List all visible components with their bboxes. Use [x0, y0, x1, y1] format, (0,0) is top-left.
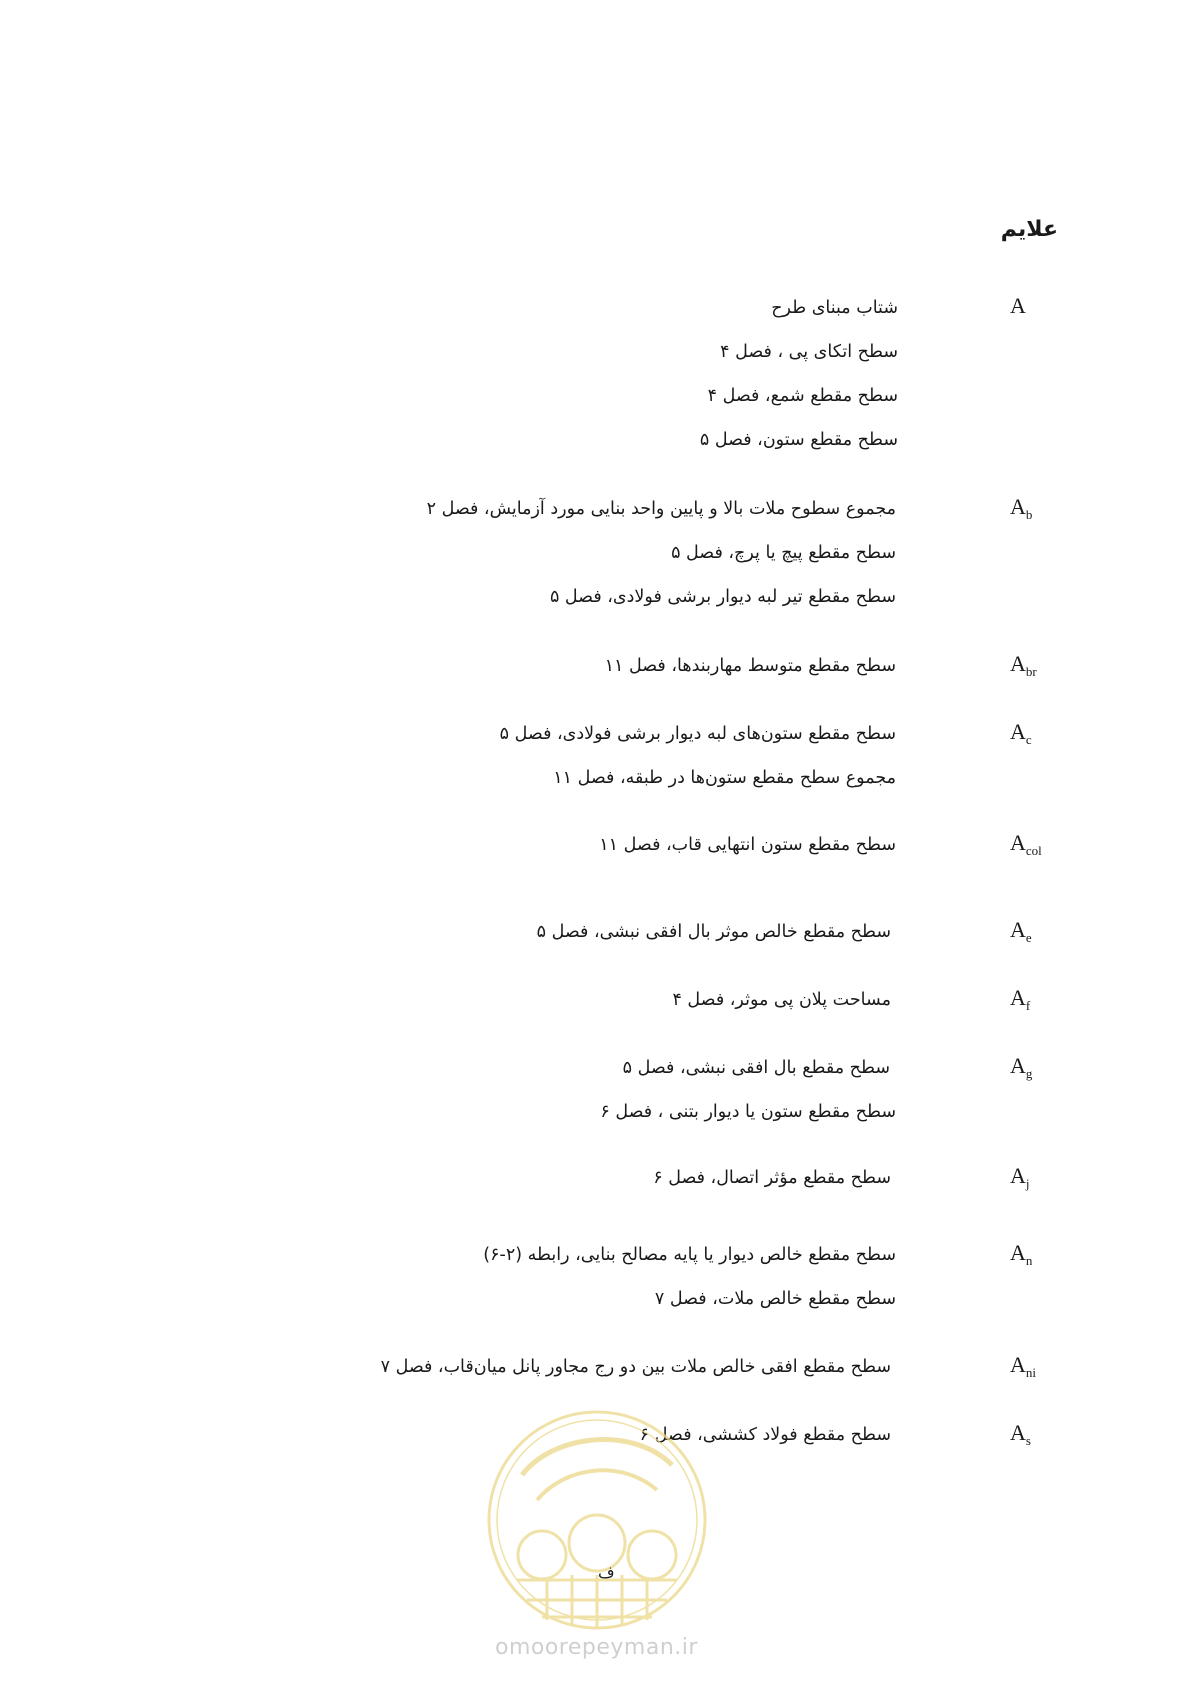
definition-line: سطح مقطع خالص ملات، فصل ۷	[654, 1289, 896, 1309]
symbol: $A_{br}$	[1010, 651, 1037, 679]
symbol: $A_b$	[1010, 494, 1033, 522]
definition-line: سطح مقطع تیر لبه دیوار برشی فولادی، فصل ۵	[549, 587, 896, 607]
definition-line: سطح مقطع خالص دیوار یا پایه مصالح بنایی، رابطه (۲-۶)	[483, 1245, 896, 1265]
symbol: $A_{col}$	[1010, 830, 1042, 858]
definition-line: سطح مقطع ستون‌های لبه دیوار برشی فولادی، فصل ۵	[499, 724, 896, 744]
definition-line: سطح اتکای پی ، فصل ۴	[720, 342, 898, 362]
symbol: A	[1010, 293, 1026, 318]
definition-line: سطح مقطع ستون، فصل ۵	[699, 430, 898, 450]
watermark-site: omoorepeyman.ir	[495, 1635, 698, 1660]
definition-line: شتاب مبنای طرح	[771, 298, 898, 318]
watermark-logo-icon	[482, 1405, 712, 1635]
definition-line: سطح مقطع ستون یا دیوار بتنی ، فصل ۶	[600, 1102, 896, 1122]
definition-line: سطح مقطع مؤثر اتصال، فصل ۶	[653, 1168, 891, 1188]
definition-line: سطح مقطع پیچ یا پرچ، فصل ۵	[671, 543, 896, 563]
definition-line: مجموع سطح مقطع ستون‌ها در طبقه، فصل ۱۱	[553, 768, 896, 788]
page-number: ف	[598, 1563, 615, 1582]
symbol: $A_n$	[1010, 1240, 1033, 1268]
page-title: علایم	[1000, 217, 1058, 242]
definitions	[672, 987, 891, 1031]
definitions	[500, 721, 896, 809]
definition-line: مساحت پلان پی موثر، فصل ۴	[672, 990, 891, 1010]
symbol: $A_g$	[1010, 1053, 1033, 1081]
definitions	[700, 295, 898, 471]
definition-line: سطح مقطع خالص موثر بال افقی نبشی، فصل ۵	[536, 922, 891, 942]
symbol: $A_{ni}$	[1010, 1352, 1037, 1380]
definitions	[599, 832, 896, 876]
definition-line: سطح مقطع افقی خالص ملات بین دو رج مجاور پانل میان‌قاب، فصل ۷	[380, 1357, 891, 1377]
definitions	[381, 1354, 891, 1398]
definitions	[600, 1055, 896, 1143]
definition-line: سطح مقطع بال افقی نبشی، فصل ۵	[622, 1058, 890, 1078]
definition-line: سطح مقطع متوسط مهاربندها، فصل ۱۱	[604, 656, 896, 676]
definition-line: مجموع سطوح ملات بالا و پایین واحد بنایی مورد آزمایش، فصل ۲	[426, 499, 896, 519]
definitions	[605, 653, 896, 697]
definitions	[653, 1165, 891, 1209]
symbol: $A_e$	[1010, 917, 1032, 945]
definition-line: سطح مقطع فولاد کششی، فصل ۶	[639, 1425, 891, 1445]
symbol: $A_f$	[1010, 985, 1031, 1013]
symbol: $A_s$	[1010, 1420, 1031, 1448]
definition-line: سطح مقطع ستون انتهایی قاب، فصل ۱۱	[599, 835, 896, 855]
definitions	[483, 1242, 896, 1330]
definitions	[537, 919, 891, 963]
symbol: $A_j$	[1010, 1163, 1030, 1191]
definitions	[427, 496, 896, 628]
definition-line: سطح مقطع شمع، فصل ۴	[707, 386, 898, 406]
symbol: $A_c$	[1010, 719, 1032, 747]
